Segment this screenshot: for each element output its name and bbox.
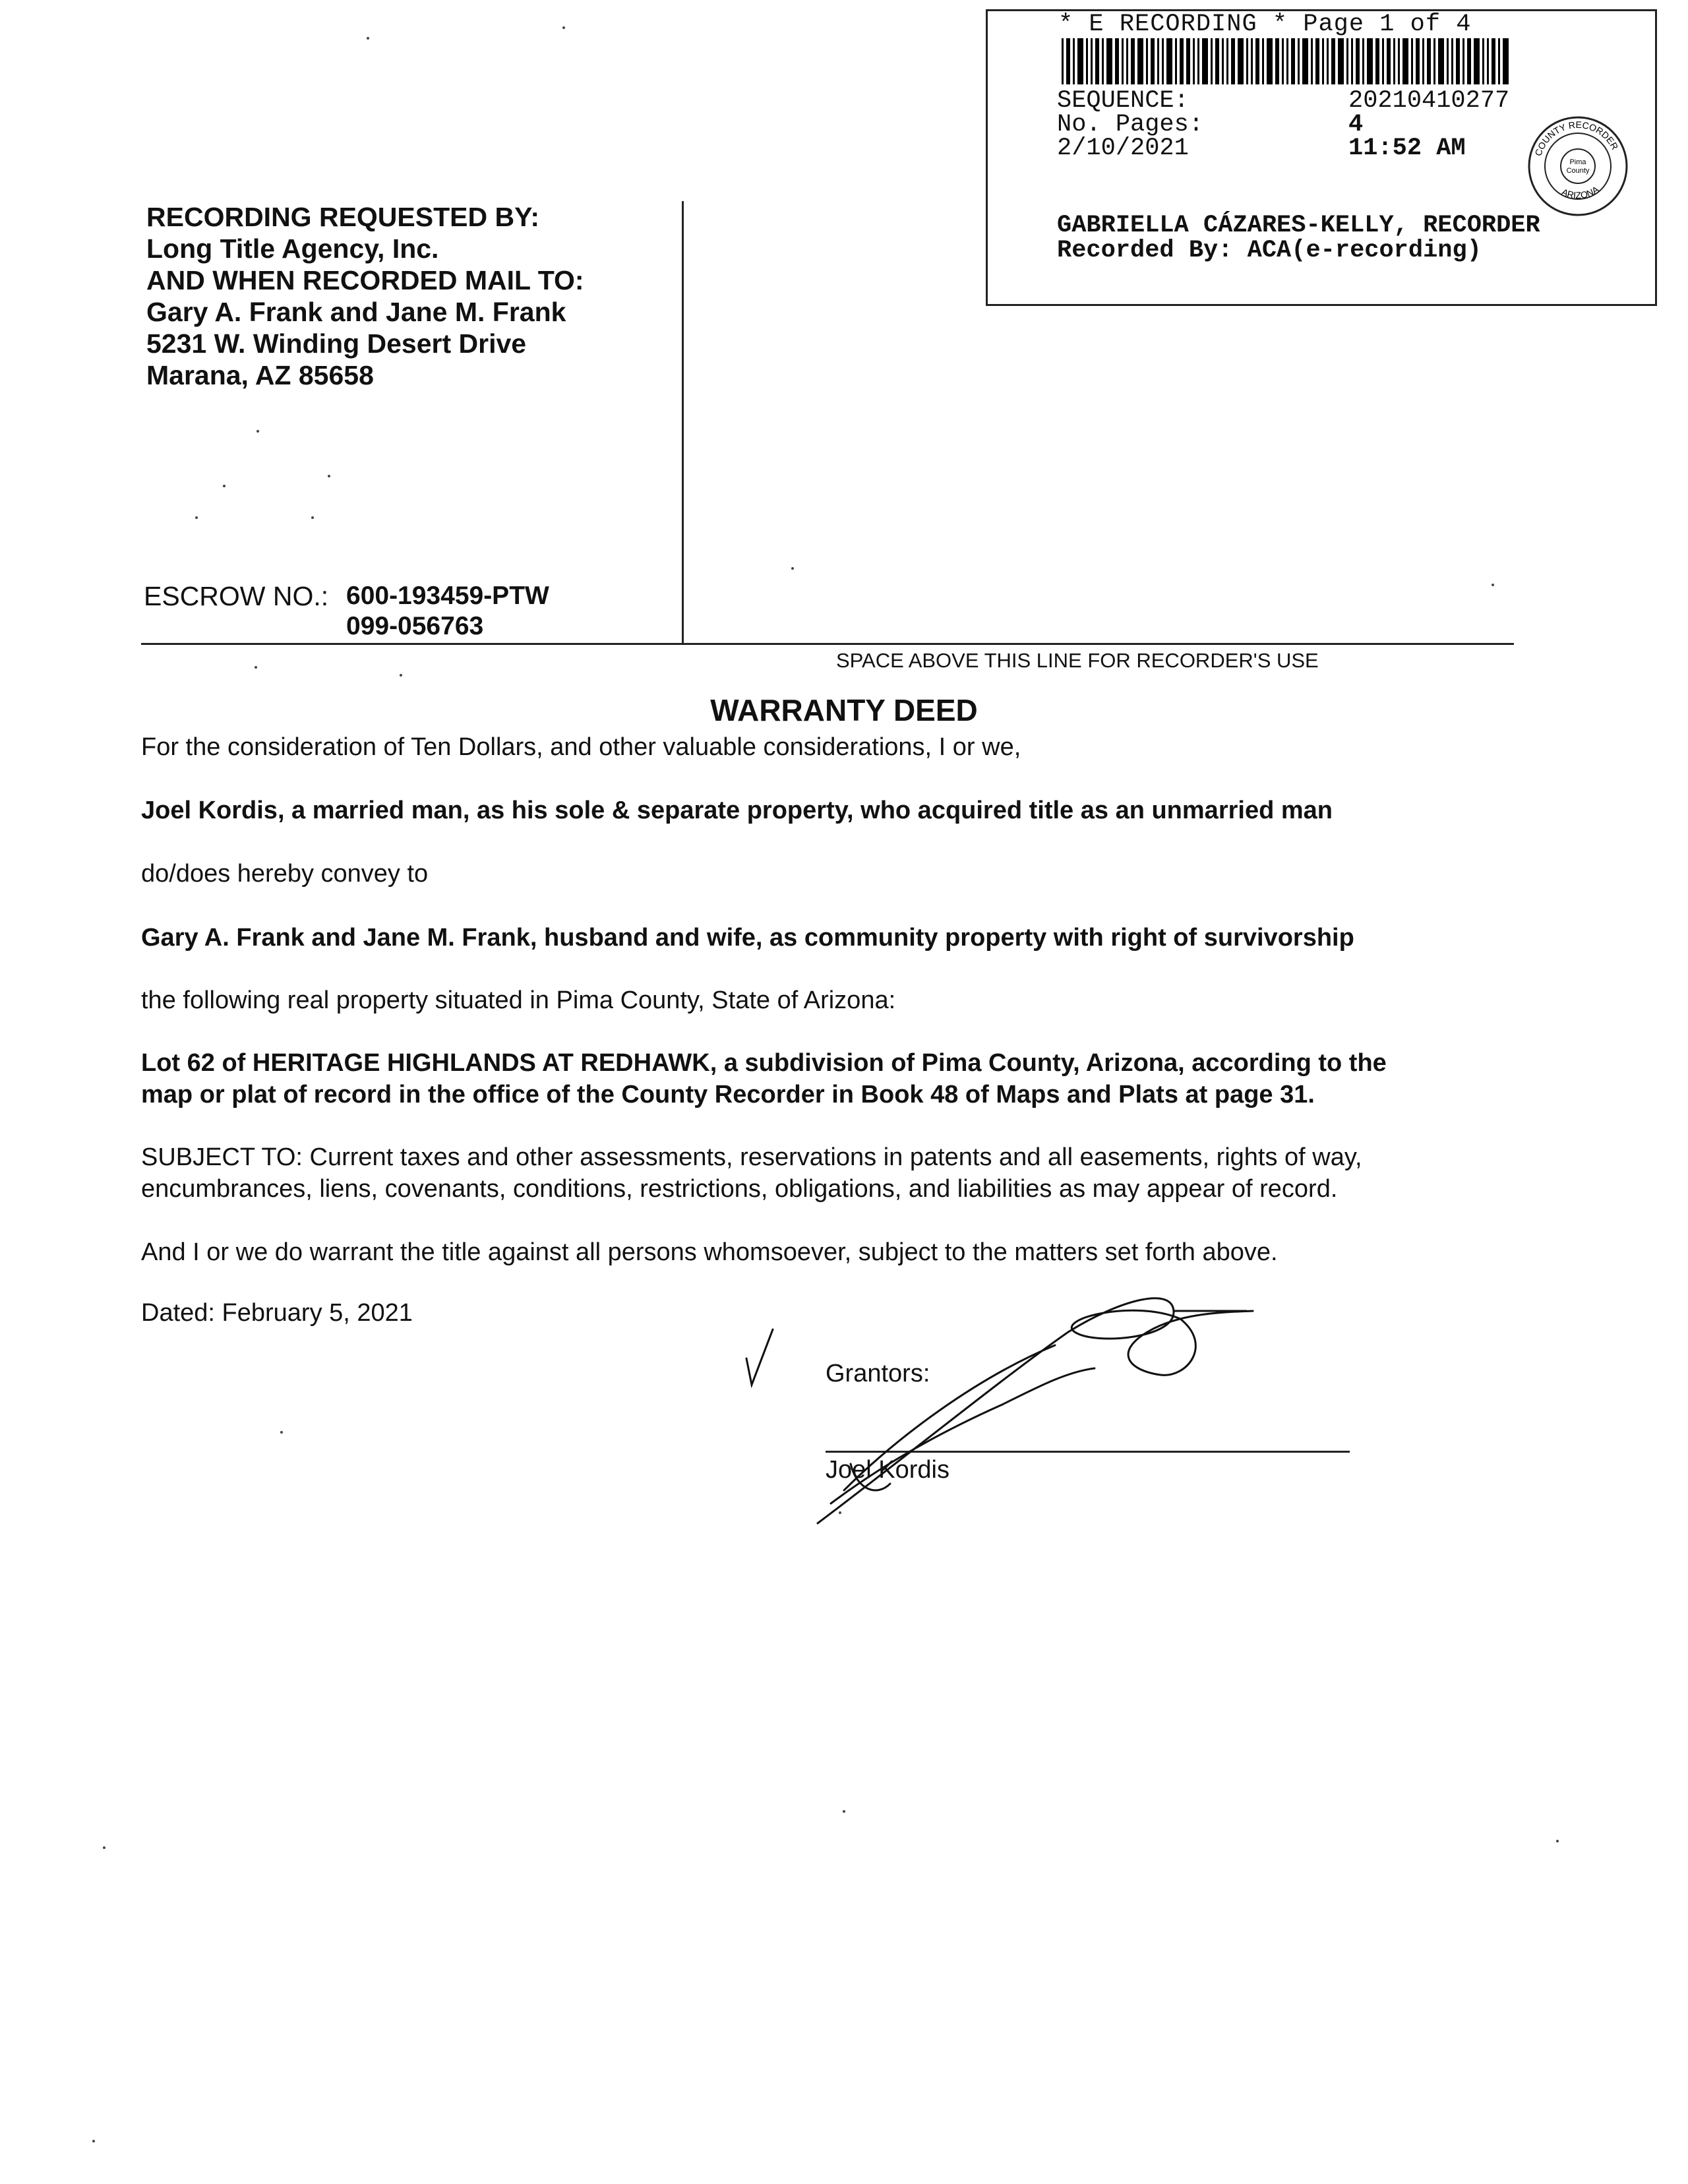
- grantors-label: Grantors:: [826, 1360, 930, 1387]
- grantee-text: Gary A. Frank and Jane M. Frank, husband and wife, as community property with right of survivorship: [141, 924, 1354, 952]
- barcode-bar: [1398, 38, 1400, 84]
- barcode-bar: [1387, 38, 1391, 84]
- barcode-bar: [1298, 38, 1300, 84]
- barcode-bar: [1302, 38, 1308, 84]
- sequence-label: SEQUENCE:: [1057, 87, 1189, 115]
- barcode-bar: [1346, 38, 1348, 84]
- recorded-by: Recorded By: ACA(e-recording): [1057, 237, 1482, 264]
- barcode-bar: [1211, 38, 1213, 84]
- barcode-bar: [1126, 38, 1128, 84]
- barcode-bar: [1238, 38, 1244, 84]
- scan-speckle: [1492, 584, 1494, 586]
- deed-title: WARRANTY DEED: [710, 693, 978, 727]
- barcode-bar: [1393, 38, 1395, 84]
- barcode-bar: [1433, 38, 1435, 84]
- stamp-page-header: * E RECORDING * Page 1 of 4: [1058, 11, 1472, 38]
- barcode-bar: [1331, 38, 1335, 84]
- escrow-number-2: 099-056763: [346, 612, 484, 640]
- barcode-bar: [1416, 38, 1420, 84]
- barcode-bar: [1062, 38, 1064, 84]
- scan-speckle: [839, 1511, 841, 1514]
- requested-by-name: Long Title Agency, Inc.: [146, 233, 439, 264]
- barcode-bar: [1322, 38, 1324, 84]
- barcode-bar: [1291, 38, 1295, 84]
- pages-value: 4: [1348, 111, 1364, 138]
- barcode-bar: [1351, 38, 1353, 84]
- barcode-bar: [1137, 38, 1143, 84]
- consideration-text: For the consideration of Ten Dollars, and other valuable considerations, I or we,: [141, 733, 1021, 761]
- barcode-bar: [1311, 38, 1313, 84]
- grantor-text: Joel Kordis, a married man, as his sole & separate property, who acquired title as an unmarried man: [141, 797, 1333, 824]
- signature-icon: [725, 1292, 1266, 1543]
- barcode-bar: [1073, 38, 1075, 84]
- barcode-bar: [1255, 38, 1259, 84]
- barcode-bar: [1251, 38, 1253, 84]
- barcode-bar: [1131, 38, 1135, 84]
- header-divider-vertical: [682, 201, 684, 643]
- barcode-bar: [1222, 38, 1224, 84]
- barcode-bar: [1282, 38, 1284, 84]
- barcode-bar: [1375, 38, 1379, 84]
- escrow-number-1: 600-193459-PTW: [346, 582, 549, 610]
- barcode-bar: [1157, 38, 1159, 84]
- scan-speckle: [223, 485, 226, 487]
- barcode-bar: [1462, 38, 1464, 84]
- svg-text:ARIZONA: ARIZONA: [1559, 183, 1601, 201]
- escrow-label: ESCROW NO.:: [144, 581, 329, 611]
- barcode-bar: [1180, 38, 1184, 84]
- barcode-bar: [1427, 38, 1431, 84]
- svg-text:County: County: [1566, 167, 1590, 175]
- scan-speckle: [195, 516, 198, 519]
- barcode-bar: [1226, 38, 1228, 84]
- scan-speckle: [843, 1810, 845, 1813]
- barcode-bar: [1498, 38, 1500, 84]
- barcode-icon: [1062, 38, 1615, 84]
- recorder-use-line: [141, 643, 1514, 645]
- mail-to-street: 5231 W. Winding Desert Drive: [146, 328, 527, 359]
- grantor-printed-name: Joel Kordis: [826, 1456, 950, 1484]
- barcode-bar: [1162, 38, 1164, 84]
- barcode-bar: [1438, 38, 1444, 84]
- barcode-bar: [1362, 38, 1364, 84]
- requested-by-label: RECORDING REQUESTED BY:: [146, 202, 540, 232]
- barcode-bar: [1151, 38, 1155, 84]
- barcode-bar: [1487, 38, 1489, 84]
- scan-speckle: [311, 516, 314, 519]
- scan-speckle: [280, 1431, 283, 1434]
- space-above-note: SPACE ABOVE THIS LINE FOR RECORDER'S USE: [836, 649, 1319, 672]
- sequence-value: 20210410277: [1348, 87, 1510, 115]
- barcode-bar: [1447, 38, 1449, 84]
- subject-to-line1: SUBJECT TO: Current taxes and other assessments, reservations in patents and all easements, rights of way,: [141, 1143, 1362, 1171]
- barcode-bar: [1492, 38, 1495, 84]
- barcode-bar: [1202, 38, 1208, 84]
- barcode-bar: [1246, 38, 1248, 84]
- barcode-bar: [1338, 38, 1344, 84]
- warranty-text: And I or we do warrant the title against all persons whomsoever, subject to the matters set forth above.: [141, 1238, 1278, 1266]
- property-intro: the following real property situated in Pima County, State of Arizona:: [141, 986, 896, 1014]
- legal-description-line1: Lot 62 of HERITAGE HIGHLANDS AT REDHAWK, a subdivision of Pima County, Arizona, according to the: [141, 1049, 1387, 1077]
- svg-text:Pima: Pima: [1569, 158, 1586, 166]
- svg-text:COUNTY RECORDER: COUNTY RECORDER: [1532, 119, 1621, 158]
- legal-description-line2: map or plat of record in the office of the County Recorder in Book 48 of Maps and Plats at page 31.: [141, 1081, 1315, 1108]
- recording-date: 2/10/2021: [1057, 135, 1189, 162]
- barcode-bar: [1197, 38, 1199, 84]
- subject-to-line2: encumbrances, liens, covenants, conditions, restrictions, obligations, and liabilities as may appear of record.: [141, 1175, 1338, 1203]
- barcode-bar: [1102, 38, 1104, 84]
- scan-speckle: [255, 666, 257, 669]
- barcode-bar: [1467, 38, 1471, 84]
- scan-speckle: [367, 37, 369, 40]
- scan-speckle: [791, 567, 794, 570]
- barcode-bar: [1451, 38, 1453, 84]
- barcode-bar: [1095, 38, 1099, 84]
- barcode-bar: [1262, 38, 1264, 84]
- barcode-bar: [1315, 38, 1319, 84]
- barcode-bar: [1411, 38, 1413, 84]
- mail-to-name: Gary A. Frank and Jane M. Frank: [146, 297, 566, 327]
- barcode-bar: [1175, 38, 1177, 84]
- barcode-bar: [1503, 38, 1509, 84]
- barcode-bar: [1231, 38, 1235, 84]
- scan-speckle: [92, 2140, 95, 2142]
- barcode-bar: [1115, 38, 1119, 84]
- barcode-bar: [1402, 38, 1408, 84]
- barcode-bar: [1106, 38, 1112, 84]
- barcode-bar: [1122, 38, 1124, 84]
- barcode-bar: [1456, 38, 1460, 84]
- mail-to-label: AND WHEN RECORDED MAIL TO:: [146, 265, 584, 295]
- barcode-bar: [1193, 38, 1195, 84]
- scan-speckle: [400, 674, 402, 677]
- recording-time: 11:52 AM: [1348, 135, 1466, 162]
- barcode-bar: [1286, 38, 1288, 84]
- convey-text: do/does hereby convey to: [141, 860, 429, 888]
- barcode-bar: [1077, 38, 1083, 84]
- scan-speckle: [328, 475, 330, 477]
- dated-text: Dated: February 5, 2021: [141, 1299, 413, 1327]
- recorder-name: GABRIELLA CÁZARES-KELLY, RECORDER: [1057, 212, 1540, 239]
- pages-label: No. Pages:: [1057, 111, 1204, 138]
- mail-to-city: Marana, AZ 85658: [146, 360, 374, 390]
- barcode-bar: [1382, 38, 1384, 84]
- barcode-bar: [1186, 38, 1190, 84]
- barcode-bar: [1215, 38, 1219, 84]
- scan-speckle: [1556, 1840, 1559, 1842]
- barcode-bar: [1327, 38, 1329, 84]
- barcode-bar: [1422, 38, 1424, 84]
- barcode-bar: [1146, 38, 1148, 84]
- barcode-bar: [1356, 38, 1360, 84]
- scan-speckle: [103, 1846, 106, 1849]
- barcode-bar: [1091, 38, 1093, 84]
- barcode-bar: [1367, 38, 1373, 84]
- barcode-bar: [1066, 38, 1070, 84]
- barcode-bar: [1482, 38, 1484, 84]
- scan-speckle: [256, 430, 259, 433]
- barcode-bar: [1474, 38, 1480, 84]
- county-recorder-seal-icon: [1526, 115, 1629, 218]
- barcode-bar: [1267, 38, 1273, 84]
- scan-speckle: [562, 26, 565, 29]
- barcode-bar: [1086, 38, 1088, 84]
- barcode-bar: [1275, 38, 1279, 84]
- barcode-bar: [1166, 38, 1172, 84]
